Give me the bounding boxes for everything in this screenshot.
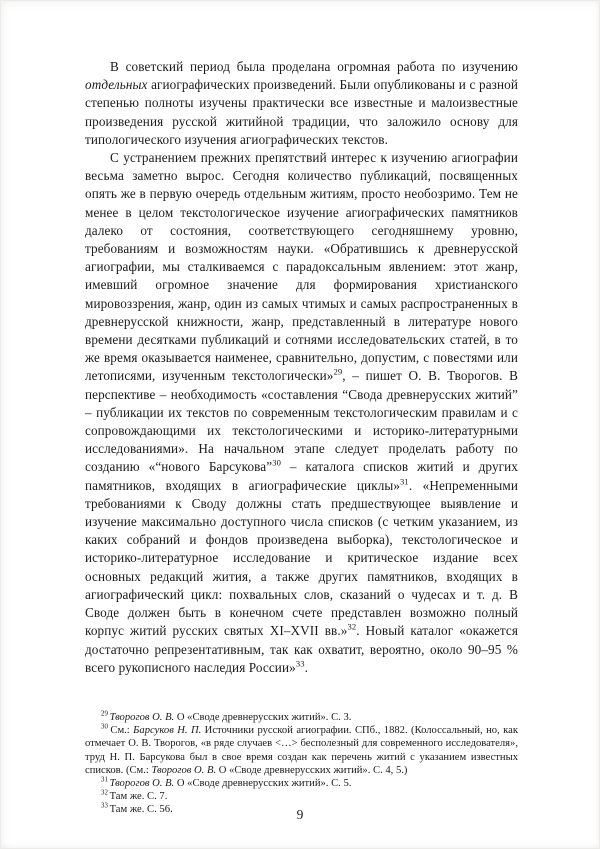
text-segment: О «Своде древнерусских житий». С. 4, 5.) (216, 764, 408, 776)
paragraph (85, 149, 518, 677)
text-segment: отдельных (85, 77, 148, 93)
text-segment: О «Своде древнерусских житий». С. 3. (174, 711, 352, 723)
text-segment: . «Непременными требованиями к Своду должны стать предшествующее выявление и изучение максимально доступного числа списков (с четким указанием, из каких собраний и фондов произведена выборка), текстологическое и историко-литературное исследование и критическое издание всех основных редакций жития, а также других памятников, входящих в агиографический цикл: похвальных слов, сказаний о чудесах и т. д. В Своде должен быть в конечном счете представлен возможно полный корпус житий русских святых XI–XVII вв.» (85, 477, 518, 639)
footnote-reference: 31 (400, 476, 409, 487)
text-segment: В советский период была проделана огромная работа по изучению (110, 59, 518, 74)
text-segment: О «Своде древнерусских житий». С. 5. (174, 777, 352, 789)
footnote-number: 32 (101, 789, 110, 797)
text-segment: С устранением прежних препятствий интерес к изучению агиографии весьма заметно вырос. Сегодня количество публикаций, посвященных опять же в первую очередь отдельным житиям, просто необозримо. Тем не менее в целом текстологическое изучение агиографических памятников далеко от состояния, соответствующего сегодняшнему уровню, требованиям и возможностям науки. «Обратившись к древнерусской агиографии, мы сталкиваемся с парадоксальным явлением: этот жанр, имевший огромное значение для формирования христианского мировоззрения, жанр, один из самых чтимых и самых распространенных в древнерусской книжности, жанр, представленный в литературе нового времени десятками публикаций и сотнями исследовательских статей, в то же время оказывается наименее, сравнительно, допустим, с повестями или летописями, изученным текстологически» (85, 150, 518, 384)
main-text (85, 58, 518, 677)
footnote (85, 711, 518, 724)
footnote (85, 724, 518, 777)
text-segment: Там же. С. 7. (109, 791, 168, 803)
footnote-number: 33 (101, 802, 110, 810)
text-segment: . (304, 659, 309, 675)
footnote (85, 777, 518, 790)
text-segment: См.: (110, 725, 134, 737)
page-number: 9 (296, 807, 304, 822)
footnote-number: 29 (101, 710, 110, 718)
footnote (85, 790, 518, 803)
paragraph (85, 58, 518, 149)
text-segment: – каталога списков житий и других памятников, входящих в агиографические циклы» (85, 459, 518, 493)
text-segment: , – пишет О. В. Творогов. В перспективе – необходимость «составления “Свода древнерусских житий” – публикации их текстов по современным текстологическим правилам и с сопровождающими их текстологическими и историко-литературными исследованиями». На начальном этапе следует проделать работу по созданию «“нового Барсукова” (85, 368, 518, 475)
footnote-reference: 33 (295, 658, 305, 669)
text-segment: . Новый каталог «окажется достаточно репрезентативным, так как охватит, вероятно, около 90–95 % всего рукописного наследия России» (85, 623, 518, 675)
text-segment: Там же. С. 56. (109, 804, 173, 816)
footnote-number: 31 (101, 776, 110, 784)
footnotes-section (85, 711, 518, 817)
text-segment: Барсуков Н. П. (133, 725, 202, 737)
text-segment: агиографических произведений. Были опубликованы и с разной степенью полноты изучены практически все известные и малоизвестные произведения русской житийной традиции, что заложило основу для типологического изучения агиографических текстов. (85, 77, 518, 147)
text-segment: Творогов О. В. (151, 764, 217, 776)
text-segment: Творогов О. В. (109, 711, 175, 723)
text-segment: Источники русской агиографии. СПб., 1882. (Колоссальный, но, как отмечает О. В. Творогов, «в ряде случаев <…> бесполезный для современного исследователя», труд Н. П. Барсукова был в свое время создан как перечень житий с указанием известных списков. (См.: (85, 725, 518, 776)
footnote-reference: 30 (272, 458, 281, 469)
footnote-reference: 32 (347, 621, 357, 632)
text-segment: Творогов О. В. (109, 777, 175, 789)
footnote-number: 30 (101, 723, 111, 731)
footnote-reference: 29 (333, 367, 343, 378)
